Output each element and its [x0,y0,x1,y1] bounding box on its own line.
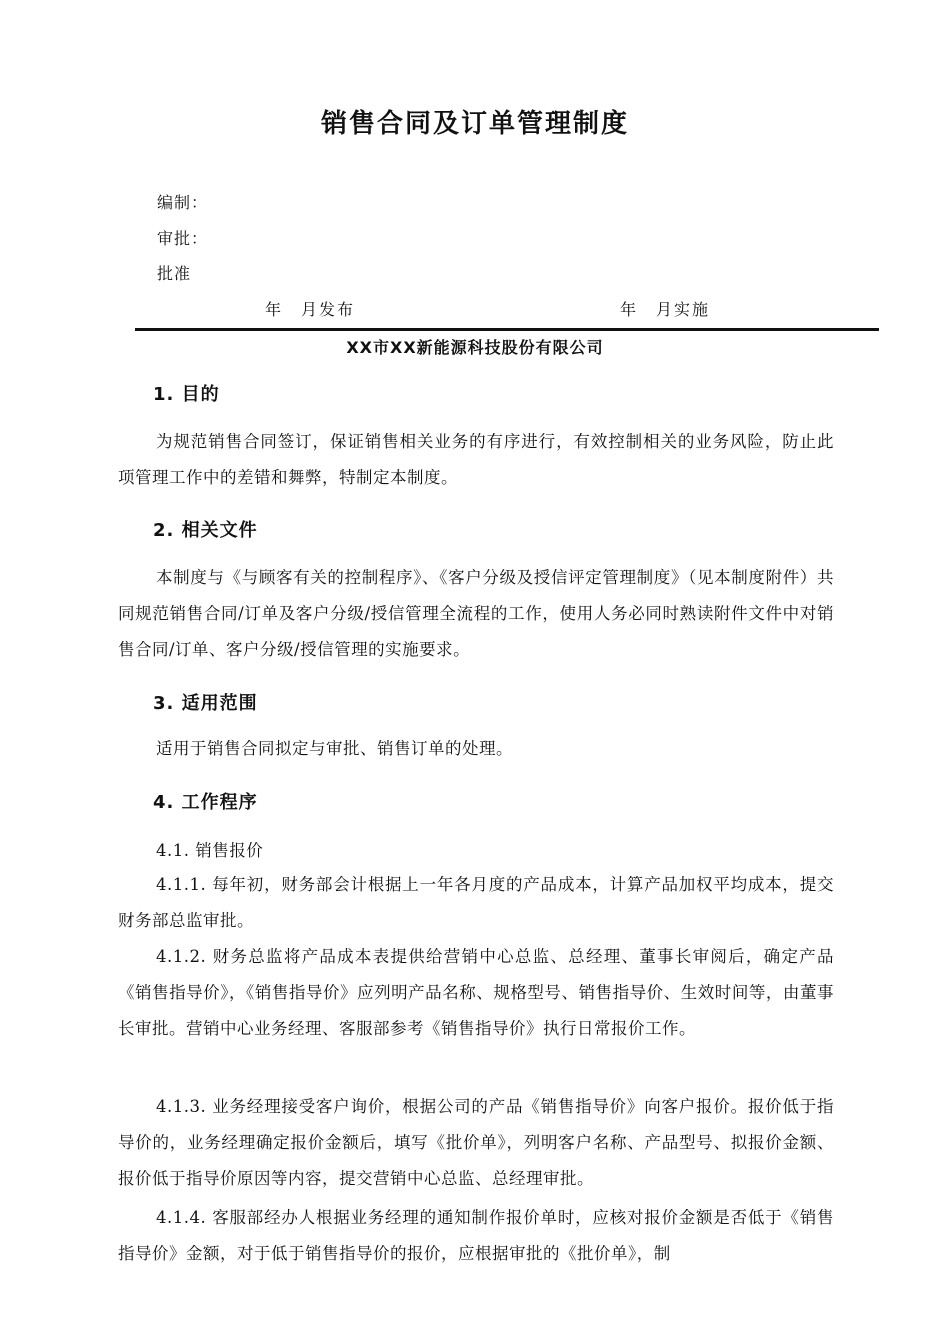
compiled-by-label: 编制： [157,193,209,212]
section-body-related-docs: 本制度与《与顾客有关的控制程序》、《客户分级及授信评定管理制度》（见本制度附件）共同规范销售合同/订单及客户分级/授信管理全流程的工作，使用人务必同时熟读附件文件中对销售合同/订单、客户分级/授信管理的实施要求。 [118,568,834,659]
section-heading-scope: 3. 适用范围 [153,693,258,714]
paragraph-4-1-4: 4.1.4. 客服部经办人根据业务经理的通知制作报价单时，应核对报价金额是否低于《销售指导价》金额，对于低于销售指导价的报价，应根据审批的《批价单》，制 [118,1208,834,1263]
paragraph-4-1-3: 4.1.3. 业务经理接受客户询价，根据公司的产品《销售指导价》向客户报价。报价低于指导价的，业务经理确定报价金额后，填写《批价单》，列明客户名称、产品型号、拟报价金额、报价低于指导价原因等内容，提交营销中心总监、总经理审批。 [118,1097,834,1188]
paragraph-4-1-2: 4.1.2. 财务总监将产品成本表提供给营销中心总监、总经理、董事长审阅后，确定产品《销售指导价》，《销售指导价》应列明产品名称、规格型号、销售指导价、生效时间等，由董事长审批。营销中心业务经理、客服部参考《销售指导价》执行日常报价工作。 [118,947,834,1038]
section-heading-purpose: 1. 目的 [153,384,220,405]
section-heading-procedure: 4. 工作程序 [153,792,258,813]
section-body-purpose: 为规范销售合同签订，保证销售相关业务的有序进行，有效控制相关的业务风险，防止此项管理工作中的差错和舞弊，特制定本制度。 [118,432,834,487]
approved-by-label: 批准 [157,264,192,283]
header-divider [135,328,879,331]
reviewed-by-label: 审批： [157,229,209,248]
publish-date: 年 月发布 [265,300,356,319]
company-name: XX市XX新能源科技股份有限公司 [346,338,604,357]
document-title: 销售合同及订单管理制度 [320,109,629,139]
section-body-scope: 适用于销售合同拟定与审批、销售订单的处理。 [156,739,513,758]
subsection-heading-quotation: 4.1. 销售报价 [156,841,264,860]
section-heading-related-docs: 2. 相关文件 [153,520,258,541]
implement-date: 年 月实施 [620,300,711,319]
paragraph-4-1-1: 4.1.1. 每年初，财务部会计根据上一年各月度的产品成本，计算产品加权平均成本，提交财务部总监审批。 [118,875,834,930]
